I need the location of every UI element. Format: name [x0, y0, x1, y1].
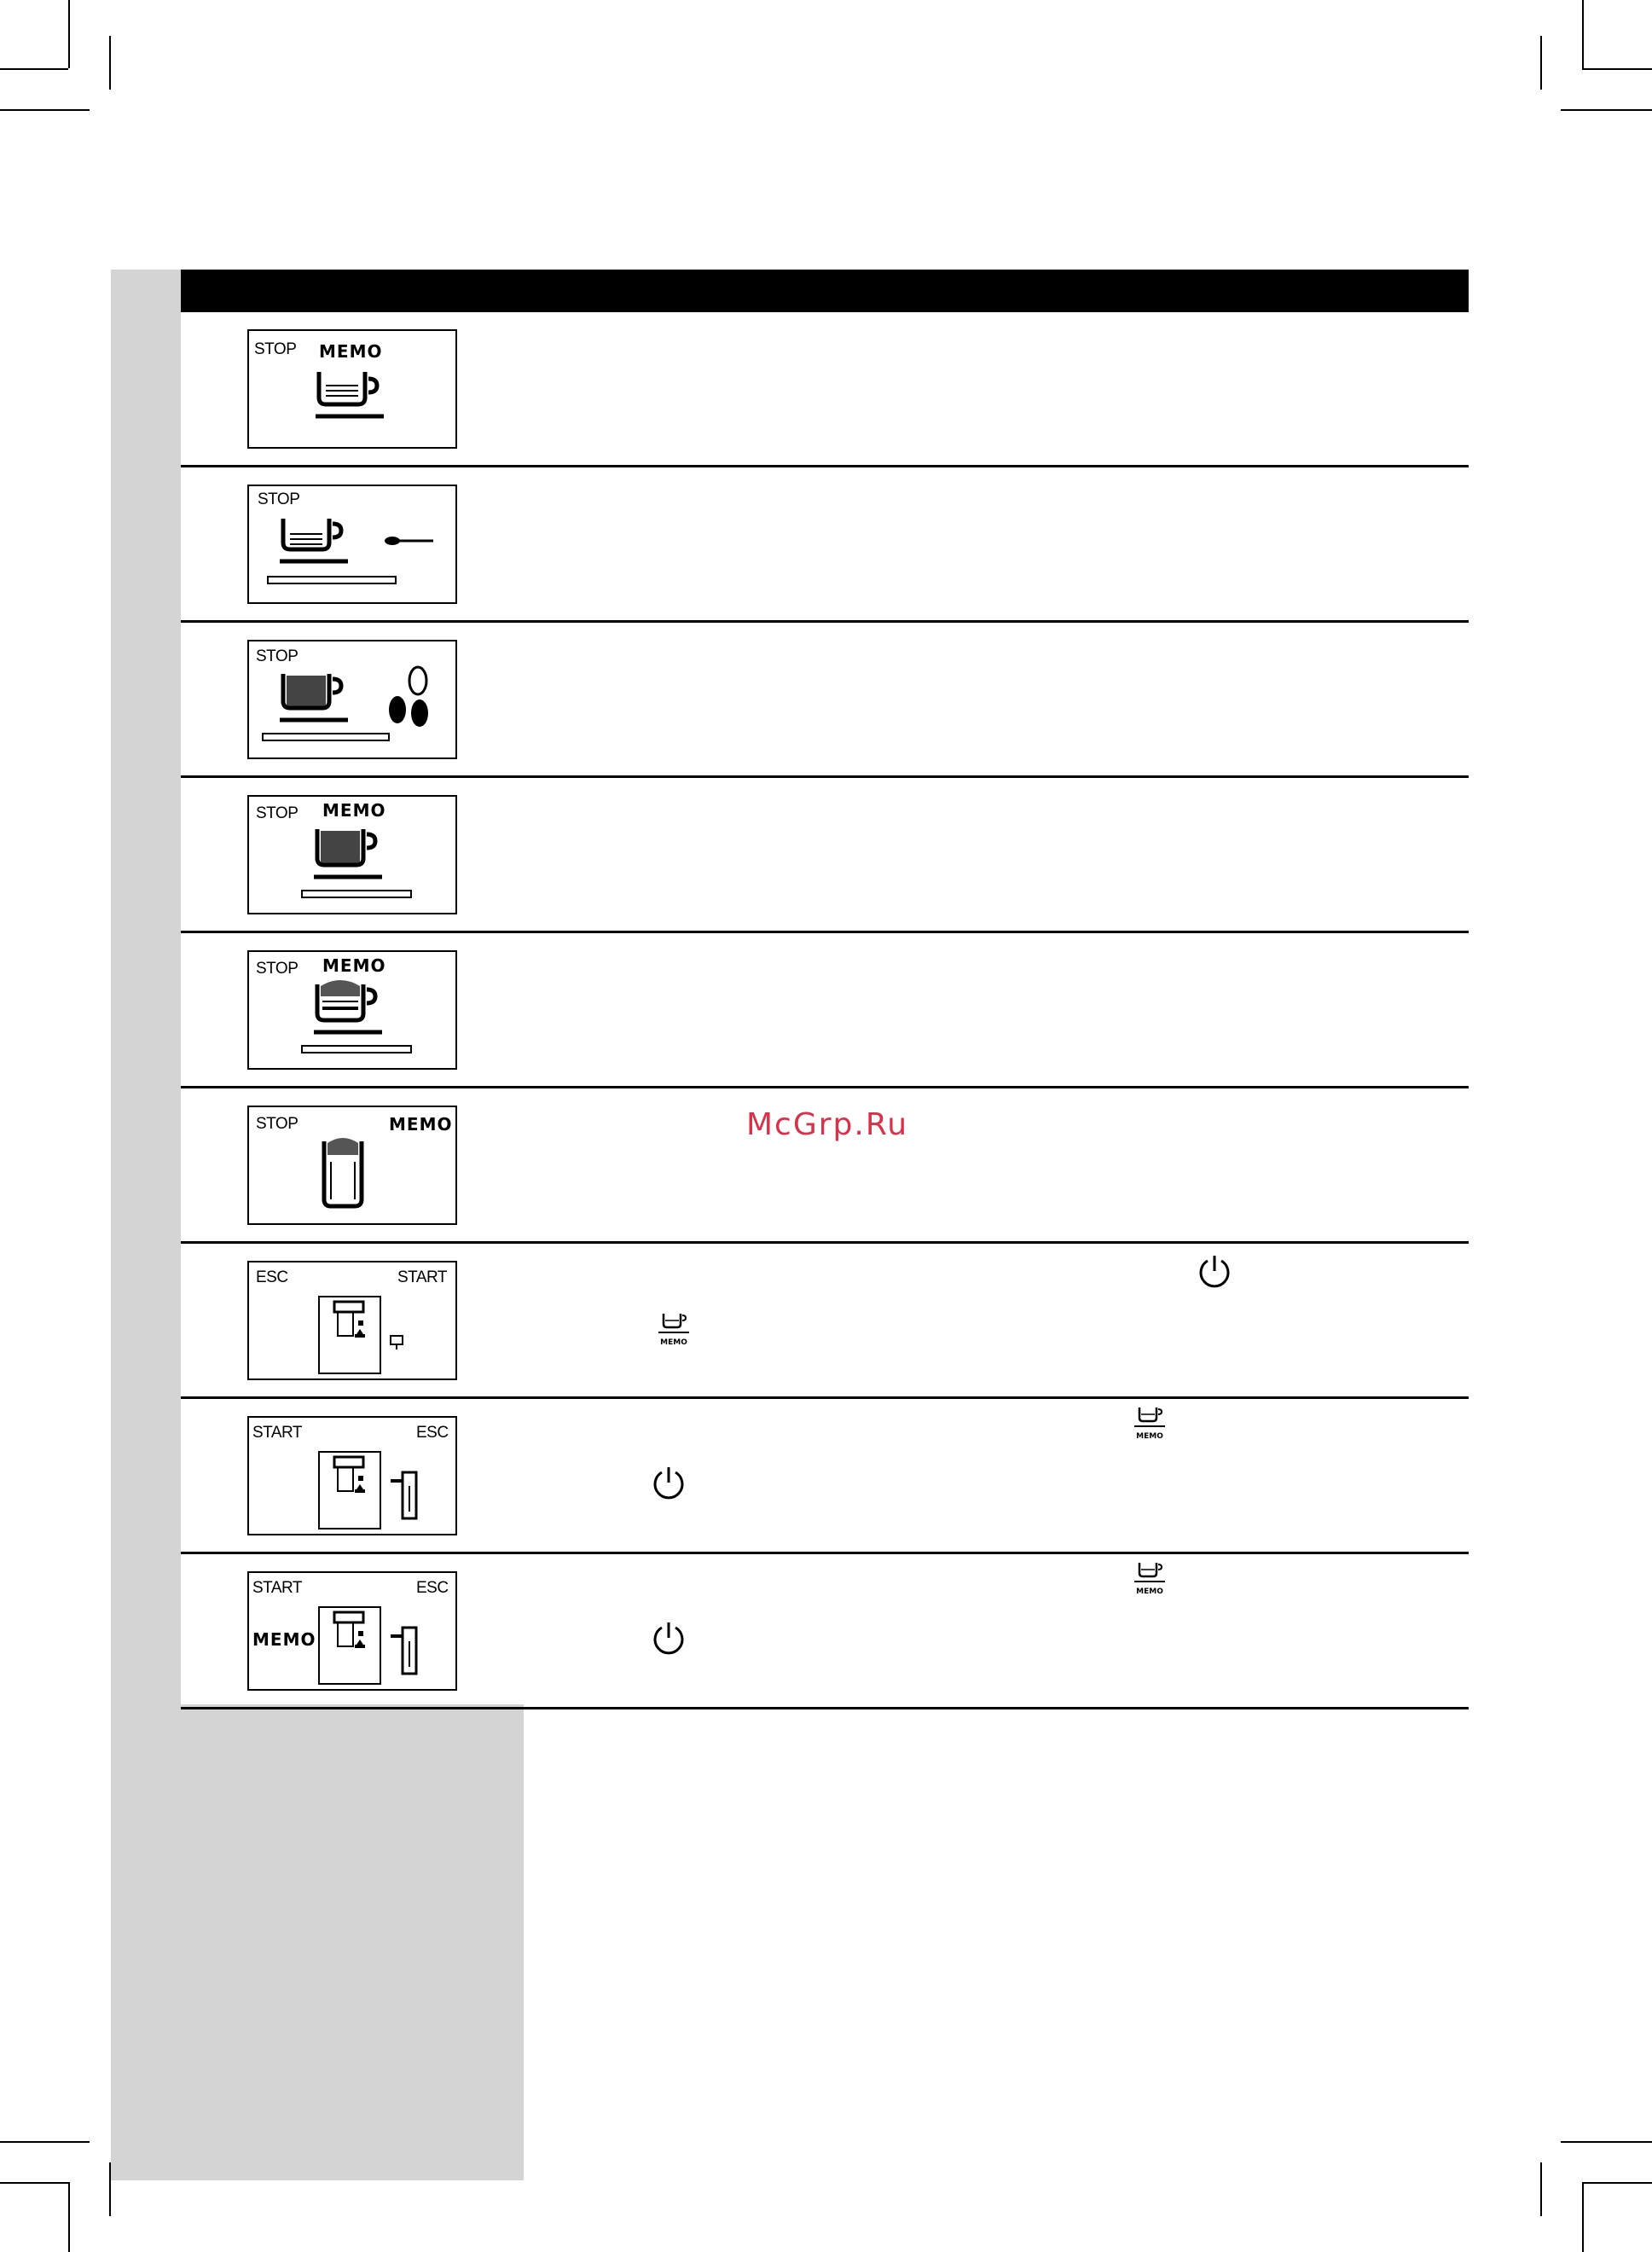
- esc-label: ESC: [416, 1424, 449, 1442]
- start-label: START: [397, 1268, 448, 1286]
- crop-mark: [1561, 2141, 1652, 2143]
- display-screen: [247, 485, 457, 604]
- table-row: [181, 312, 1469, 467]
- display-screen: [247, 1261, 457, 1380]
- table-row: [181, 933, 1469, 1088]
- cup-with-spoon-icon: [249, 486, 455, 602]
- stop-label: STOP: [256, 960, 299, 978]
- memo-label: MEMO: [389, 1114, 453, 1135]
- power-icon: [1196, 1252, 1233, 1290]
- memo-label: MEMO: [322, 800, 386, 821]
- table-row: [181, 1554, 1469, 1709]
- stop-label: STOP: [256, 1115, 299, 1133]
- crop-mark: [109, 36, 111, 90]
- espresso-cup-icon: [249, 331, 455, 447]
- crop-mark: [0, 2182, 68, 2184]
- esc-label: ESC: [416, 1579, 449, 1597]
- cup-with-beans-icon: [249, 641, 455, 757]
- crop-mark: [68, 2182, 70, 2252]
- svg-text:MEMO: MEMO: [1136, 1432, 1163, 1441]
- table-row: [181, 467, 1469, 623]
- table-header-bar: [181, 270, 1469, 312]
- cup-memo-icon: [1127, 1404, 1170, 1447]
- table-row: [181, 1399, 1469, 1554]
- crop-mark: [1582, 68, 1652, 70]
- display-screen: [247, 795, 457, 914]
- crop-mark: [1582, 2182, 1652, 2184]
- memo-label: MEMO: [319, 341, 383, 362]
- crop-mark: [1540, 36, 1542, 90]
- table-row: [181, 623, 1469, 778]
- esc-label: ESC: [256, 1268, 288, 1286]
- power-icon: [650, 1619, 687, 1657]
- watermark: McGrp.Ru: [746, 1107, 909, 1142]
- start-label: START: [252, 1579, 303, 1597]
- start-label: START: [252, 1424, 303, 1442]
- stop-label: STOP: [258, 490, 300, 508]
- display-screen: [247, 1416, 457, 1535]
- memo-label: MEMO: [322, 955, 386, 976]
- stop-label: STOP: [256, 804, 299, 822]
- table-row: [181, 1088, 1469, 1244]
- display-screen: [247, 950, 457, 1070]
- display-screen: [247, 329, 457, 449]
- memo-label: MEMO: [252, 1629, 316, 1650]
- machine-with-jug-icon: [249, 1418, 455, 1534]
- display-screen: [247, 640, 457, 759]
- crop-mark: [1582, 0, 1584, 68]
- machine-with-cup-icon: [249, 1262, 455, 1378]
- cup-memo-icon: [1127, 1559, 1170, 1602]
- latte-cup-icon: [249, 952, 455, 1068]
- crop-mark: [0, 109, 90, 111]
- tall-glass-icon: [249, 1107, 455, 1223]
- power-icon: [650, 1464, 687, 1501]
- stop-label: STOP: [256, 647, 299, 665]
- cup-memo-icon: [652, 1310, 694, 1353]
- table-row: [181, 1244, 1469, 1399]
- display-screen: [247, 1571, 457, 1691]
- table-row: [181, 778, 1469, 933]
- svg-text:MEMO: MEMO: [1136, 1587, 1163, 1596]
- svg-text:MEMO: MEMO: [660, 1338, 687, 1347]
- crop-mark: [0, 68, 68, 70]
- gray-lower-panel: [111, 1704, 524, 2180]
- crop-mark: [1561, 109, 1652, 111]
- stop-label: STOP: [254, 340, 297, 358]
- crop-mark: [1540, 2162, 1542, 2216]
- crop-mark: [0, 2141, 90, 2143]
- machine-with-jug-icon: [249, 1573, 455, 1689]
- crop-mark: [68, 0, 70, 68]
- display-screen: [247, 1106, 457, 1225]
- crop-mark: [1582, 2182, 1584, 2252]
